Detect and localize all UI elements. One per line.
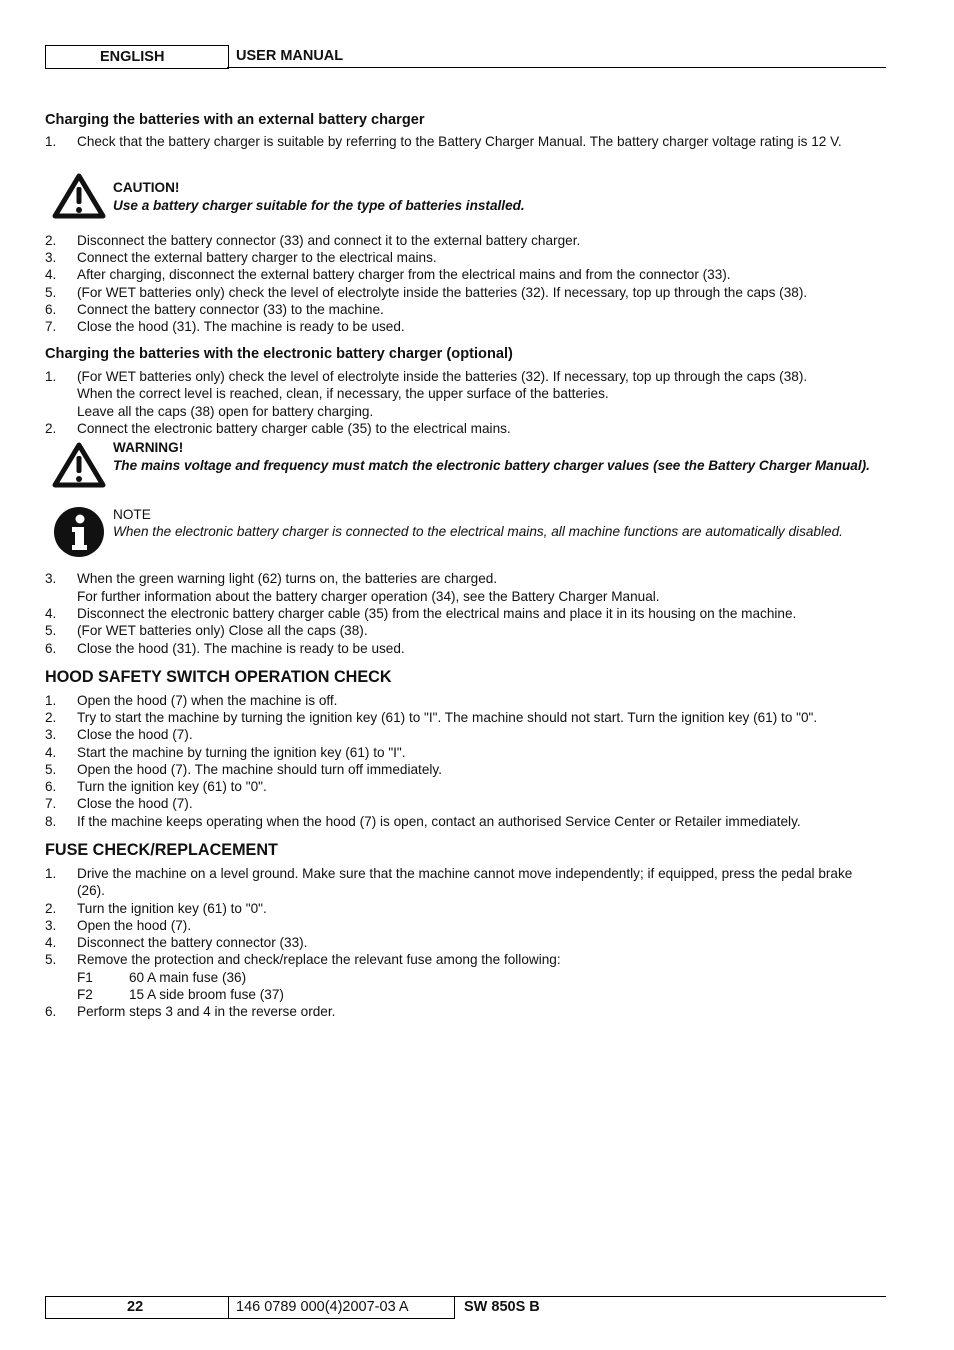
list-item-text: Try to start the machine by turning the ignition key (61) to "I". The machine should not start. Turn the ignition key (61) to "0". (77, 710, 818, 725)
list-item-number: 5. (45, 762, 57, 777)
list-item-text: (For WET batteries only) Close all the caps (38). (77, 623, 368, 638)
list-item-number: 2. (45, 421, 57, 436)
list-item-text: Close the hood (7). (77, 727, 193, 742)
list-item-text: (For WET batteries only) check the level of electrolyte inside the batteries (32). If necessary, top up through the caps (38). (77, 285, 808, 300)
list-item-continuation: When the correct level is reached, clean, if necessary, the upper surface of the batteries. (77, 386, 609, 401)
list-item (45, 570, 875, 587)
list-item-text: Close the hood (7). (77, 796, 193, 811)
list-item-text: Disconnect the electronic battery charger cable (35) from the electrical mains and place it in its housing on the machine. (77, 606, 797, 621)
list-item-number: 4. (45, 935, 57, 950)
list-item-number: 5. (45, 285, 57, 300)
list-item-number: 3. (45, 918, 57, 933)
list-item-text: Disconnect the battery connector (33). (77, 935, 308, 950)
list-item (45, 795, 875, 812)
header-rule (227, 67, 886, 68)
fuse-entry (77, 986, 284, 1003)
list-item-text: Perform steps 3 and 4 in the reverse order. (77, 1004, 336, 1019)
list-item-text: When the green warning light (62) turns on, the batteries are charged. (77, 571, 498, 586)
list-item-text: Open the hood (7). (77, 918, 192, 933)
list-item (45, 1003, 875, 1020)
list-item-number: 6. (45, 1004, 57, 1019)
warning-label: WARNING! (113, 440, 184, 455)
list-item (45, 249, 875, 266)
list-item-text: Close the hood (31). The machine is ready to be used. (77, 319, 405, 334)
list-item (45, 232, 875, 249)
list-item (45, 640, 875, 657)
section-title-external-charger: Charging the batteries with an external battery charger (45, 112, 425, 128)
caution-text: Use a battery charger suitable for the type of batteries installed. (113, 198, 525, 213)
list-item-number: 1. (45, 693, 57, 708)
section-title-electronic-charger: Charging the batteries with the electronic battery charger (optional) (45, 346, 513, 362)
list-item-number: 6. (45, 779, 57, 794)
fuse-description: 15 A side broom fuse (37) (129, 987, 284, 1002)
list-item-number: 2. (45, 710, 57, 725)
list-item-number: 2. (45, 233, 57, 248)
list-item-number: 1. (45, 866, 57, 881)
header-language: ENGLISH (100, 49, 165, 65)
list-item (45, 900, 875, 917)
list-item-text: Turn the ignition key (61) to "0". (77, 901, 267, 916)
list-item-text: Connect the external battery charger to the electrical mains. (77, 250, 437, 265)
list-item-number: 4. (45, 745, 57, 760)
list-item-number: 1. (45, 134, 57, 149)
list-item-number: 8. (45, 814, 57, 829)
footer-page-number: 22 (127, 1299, 144, 1315)
list-item-number: 7. (45, 796, 57, 811)
note-label: NOTE (113, 507, 151, 522)
list-item-number: 1. (45, 369, 57, 384)
section-title-fuse: FUSE CHECK/REPLACEMENT (45, 841, 278, 859)
list-item-number: 3. (45, 250, 57, 265)
list-item-text: Disconnect the battery connector (33) and connect it to the external battery charger. (77, 233, 581, 248)
info-icon (52, 505, 106, 559)
list-item-number: 5. (45, 623, 57, 638)
footer-model: SW 850S B (464, 1299, 540, 1315)
list-item-text: Drive the machine on a level ground. Make sure that the machine cannot move independently; if equipped, press the pedal brake (26). (77, 866, 853, 899)
list-item (45, 951, 875, 968)
list-item-text: Open the hood (7). The machine should turn off immediately. (77, 762, 442, 777)
list-item-text: Connect the electronic battery charger cable (35) to the electrical mains. (77, 421, 511, 436)
footer-doc-code: 146 0789 000(4)2007-03 A (236, 1299, 409, 1315)
list-item (45, 622, 875, 639)
list-item (45, 420, 875, 437)
list-item-number: 4. (45, 606, 57, 621)
list-item-continuation: For further information about the battery charger operation (34), see the Battery Charger Manual. (77, 589, 660, 604)
list-item-number: 2. (45, 901, 57, 916)
list-item-number: 6. (45, 302, 57, 317)
list-item (45, 778, 875, 795)
warning-triangle-icon (52, 172, 106, 220)
list-item-number: 3. (45, 571, 57, 586)
list-item (45, 934, 875, 951)
list-item (45, 761, 875, 778)
list-item-number: 6. (45, 641, 57, 656)
warning-triangle-icon (52, 441, 106, 489)
list-item (45, 709, 875, 726)
list-item-text: Open the hood (7) when the machine is off. (77, 693, 338, 708)
list-item-text: Close the hood (31). The machine is ready to be used. (77, 641, 405, 656)
list-item (45, 726, 875, 743)
list-item-continuation: Leave all the caps (38) open for battery charging. (77, 404, 374, 419)
fuse-code: F1 (77, 970, 93, 985)
list-item-text: If the machine keeps operating when the hood (7) is open, contact an authorised Service Center or Retailer immediately. (77, 814, 801, 829)
list-item-number: 4. (45, 267, 57, 282)
warning-text: The mains voltage and frequency must match the electronic battery charger values (see the Battery Charger Manual). (113, 458, 870, 473)
fuse-code: F2 (77, 987, 93, 1002)
list-item (45, 813, 875, 830)
fuse-description: 60 A main fuse (36) (129, 970, 247, 985)
list-item (45, 301, 875, 318)
list-item-number: 7. (45, 319, 57, 334)
list-item-number: 3. (45, 727, 57, 742)
list-item-text: Check that the battery charger is suitable by referring to the Battery Charger Manual. The battery charger voltage rating is 12 V. (77, 134, 842, 149)
list-item-text: Connect the battery connector (33) to the machine. (77, 302, 384, 317)
list-item (45, 744, 875, 761)
list-item-text: Start the machine by turning the ignition key (61) to "I". (77, 745, 406, 760)
list-item (45, 605, 875, 622)
list-item-text: Turn the ignition key (61) to "0". (77, 779, 267, 794)
section-title-hood-check: HOOD SAFETY SWITCH OPERATION CHECK (45, 668, 392, 686)
list-item-text: (For WET batteries only) check the level of electrolyte inside the batteries (32). If necessary, top up through the caps (38). (77, 369, 808, 384)
caution-label: CAUTION! (113, 180, 180, 195)
fuse-entry (77, 969, 246, 986)
list-item (45, 865, 875, 900)
list-item (45, 318, 875, 335)
list-item (45, 917, 875, 934)
header-doc-type: USER MANUAL (236, 48, 344, 64)
list-item (45, 284, 875, 301)
list-item (45, 692, 875, 709)
list-item-text: After charging, disconnect the external battery charger from the electrical mains and from the connector (33). (77, 267, 731, 282)
list-item (45, 133, 875, 150)
list-item-number: 5. (45, 952, 57, 967)
list-item (45, 266, 875, 283)
note-text: When the electronic battery charger is connected to the electrical mains, all machine functions are automatically disabled. (113, 524, 843, 539)
list-item-text: Remove the protection and check/replace the relevant fuse among the following: (77, 952, 561, 967)
list-item (45, 368, 875, 385)
